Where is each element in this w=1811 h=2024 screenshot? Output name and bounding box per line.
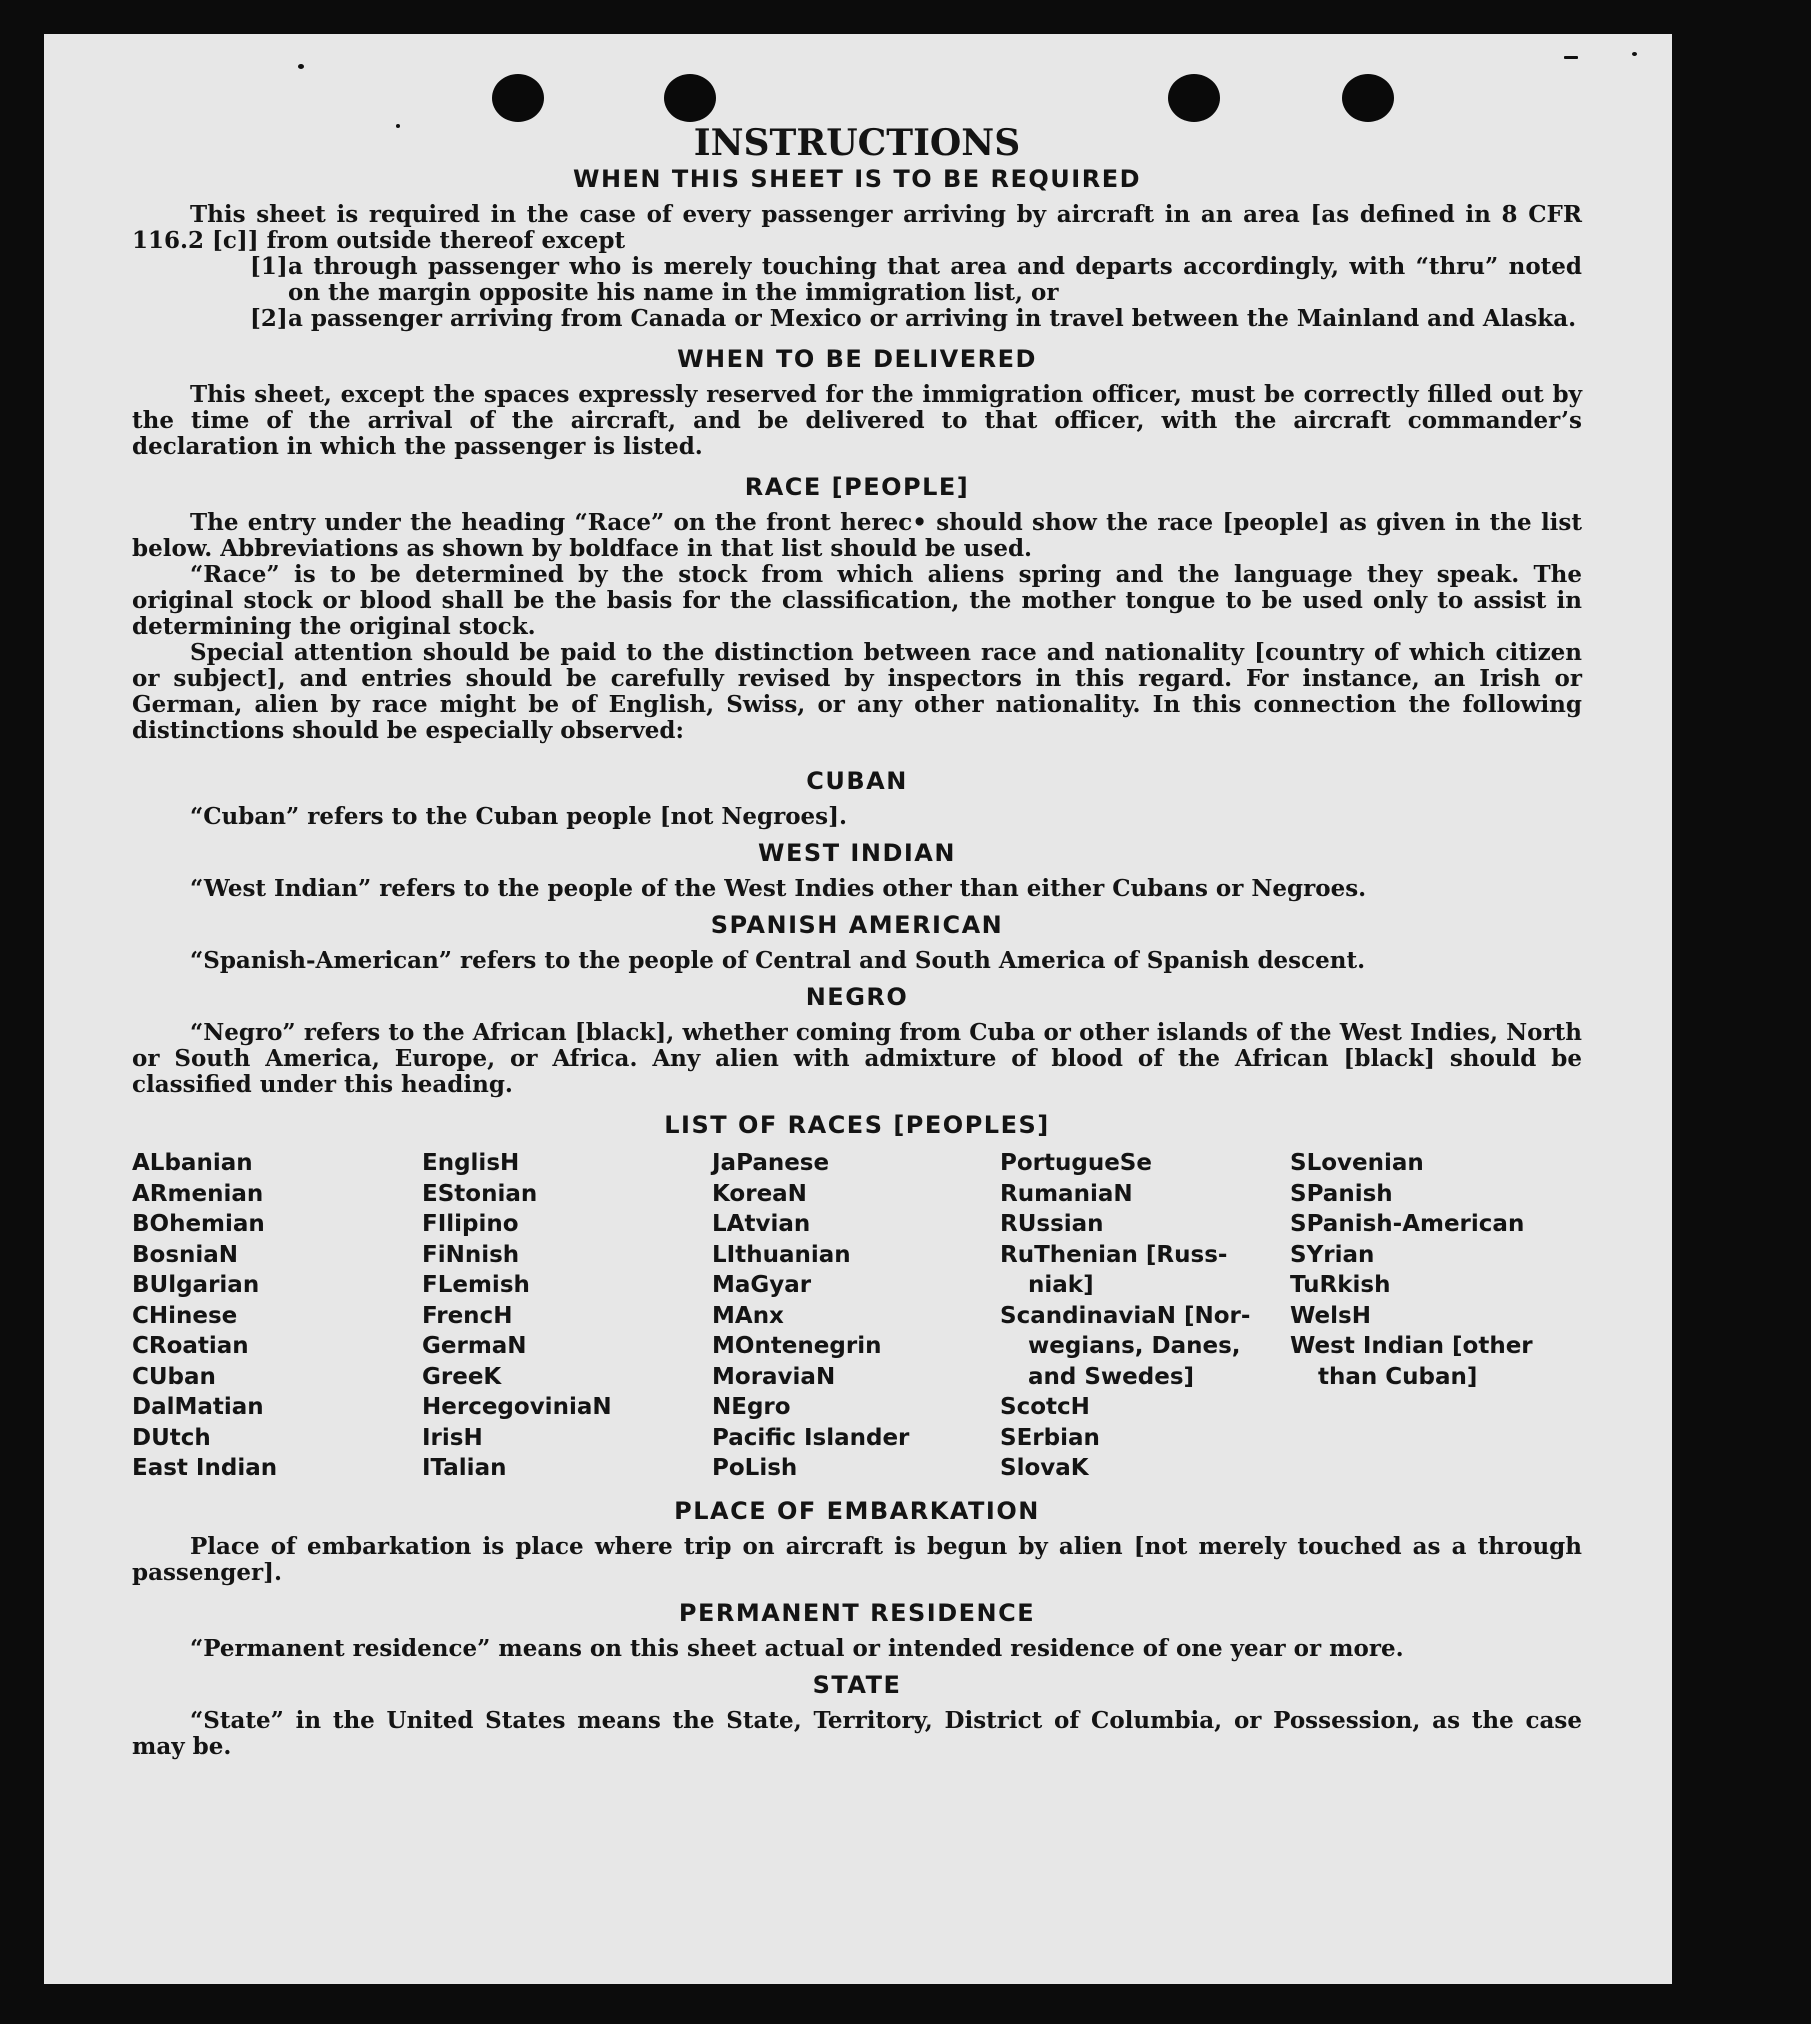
race-entry-continuation: than Cuban]: [1318, 1363, 1478, 1390]
paragraph-when-required: This sheet is required in the case of every passenger arriving by aircraft in an area [as defined in 8 CFR 116.2 [c]] from outside thereof except: [132, 201, 1582, 254]
race-entry: IrisH: [422, 1424, 483, 1451]
instructions-content: [132, 122, 1582, 1760]
race-entry: Pacific Islander: [712, 1424, 910, 1451]
race-entry: ScandinaviaN [Nor-: [1000, 1302, 1251, 1329]
race-entry: LAtvian: [712, 1211, 811, 1237]
paragraph-when-delivered: This sheet, except the spaces expressly reserved for the immigration officer, must be correctly filled out by the time of the arrival of the aircraft, and be delivered to that officer, with the aircraft commander’s declaration in which the passenger is listed.: [132, 381, 1582, 460]
race-entry: ARmenian: [132, 1180, 264, 1207]
race-column-4: [1000, 1148, 1290, 1484]
race-entry-continuation: and Swedes]: [1028, 1363, 1195, 1390]
heading-cuban: CUBAN: [806, 767, 908, 795]
race-entry: BosniaN: [132, 1241, 239, 1268]
paragraph-race-1: The entry under the heading “Race” on the front herec• should show the race [people] as given in the list below. Abbreviations as shown by boldface in that list should be used.: [132, 509, 1582, 562]
heading-list-of-races: LIST OF RACES [PEOPLES]: [664, 1111, 1050, 1139]
race-entry: FIlipino: [422, 1211, 519, 1237]
race-entry: SPanish: [1290, 1180, 1393, 1207]
paragraph-negro: “Negro” refers to the African [black], whether coming from Cuba or other islands of the West Indies, North or South America, Europe, or Africa. Any alien with admixture of blood of the African [black] should be classified under this heading.: [132, 1019, 1582, 1098]
race-entry: EStonian: [422, 1180, 538, 1207]
race-entry: SLovenian: [1290, 1150, 1424, 1176]
race-entry: MAnx: [712, 1302, 784, 1329]
race-entry: DalMatian: [132, 1394, 264, 1420]
heading-west-indian: WEST INDIAN: [758, 839, 956, 867]
race-entry: SlovaK: [1000, 1455, 1089, 1481]
race-entry: RuThenian [Russ-: [1000, 1241, 1228, 1268]
punch-hole-4: [1342, 74, 1394, 122]
paragraph-permanent-residence: “Permanent residence” means on this sheet actual or intended residence of one year or more.: [190, 1634, 1404, 1662]
race-entry: DUtch: [132, 1424, 211, 1451]
race-entry: ALbanian: [132, 1150, 253, 1176]
paragraph-west-indian: “West Indian” refers to the people of the West Indies other than either Cubans or Negroes.: [190, 875, 1367, 902]
speck: [1632, 52, 1637, 56]
race-column-1: [132, 1148, 422, 1484]
race-entry: West Indian [other: [1290, 1333, 1533, 1359]
heading-state: STATE: [812, 1670, 902, 1699]
heading-when-delivered: WHEN TO BE DELIVERED: [677, 345, 1037, 373]
heading-negro: NEGRO: [805, 983, 909, 1011]
paragraph-race-3: Special attention should be paid to the distinction between race and nationality [country of which citizen or subject], and entries should be carefully revised by inspectors in this regard. For instance, an Irish or German, alien by race might be of English, Swiss, or any other nationality. In this connection the following distinctions should be especially observed:: [132, 639, 1582, 744]
race-entry: JaPanese: [712, 1150, 830, 1176]
race-entry: SErbian: [1000, 1424, 1100, 1451]
race-entry: BUlgarian: [132, 1272, 260, 1298]
exception-item-1: [250, 254, 1582, 306]
exception-item-2: [250, 306, 1582, 332]
race-column-2: [422, 1148, 712, 1484]
race-entry: GreeK: [422, 1363, 502, 1390]
race-entry: FiNnish: [422, 1241, 520, 1268]
race-entry: HercegoviniaN: [422, 1394, 612, 1420]
page-title: INSTRUCTIONS: [693, 122, 1021, 164]
race-entry: FLemish: [422, 1272, 530, 1298]
punch-hole-2: [664, 74, 716, 122]
exception-text: a passenger arriving from Canada or Mexico or arriving in travel between the Mainland and Alaska.: [288, 305, 1577, 332]
heading-when-required: WHEN THIS SHEET IS TO BE REQUIRED: [572, 165, 1142, 193]
paragraph-spanish-american: “Spanish-American” refers to the people of Central and South America of Spanish descent.: [190, 947, 1366, 974]
punch-hole-3: [1168, 74, 1220, 122]
race-entry: RumaniaN: [1000, 1180, 1133, 1207]
race-entry: EnglisH: [422, 1150, 520, 1176]
race-entry-continuation: niak]: [1028, 1272, 1094, 1298]
race-entry: TuRkish: [1290, 1272, 1391, 1298]
race-entry: MoraviaN: [712, 1363, 836, 1390]
race-entry: SPanish-American: [1290, 1211, 1525, 1237]
race-entry: East Indian: [132, 1455, 278, 1481]
race-entry: BOhemian: [132, 1211, 265, 1237]
race-entry: ScotcH: [1000, 1394, 1090, 1420]
punch-hole-1: [492, 74, 544, 122]
exception-number: [1]: [250, 253, 288, 280]
race-entry: NEgro: [712, 1394, 791, 1420]
race-entry: KoreaN: [712, 1180, 807, 1207]
race-entry: MaGyar: [712, 1272, 812, 1298]
race-entry: RUssian: [1000, 1211, 1104, 1237]
paragraph-place-of-embarkation: Place of embarkation is place where trip on aircraft is begun by alien [not merely touched as a through passenger].: [132, 1532, 1582, 1586]
paragraph-race-2: “Race” is to be determined by the stock from which aliens spring and the language they speak. The original stock or blood shall be the basis for the classification, the mother tongue to be used only to assist in determining the original stock.: [132, 561, 1582, 640]
race-list: [132, 1148, 1582, 1484]
race-entry: WelsH: [1290, 1302, 1371, 1329]
race-entry: CRoatian: [132, 1333, 249, 1359]
race-entry: PortugueSe: [1000, 1150, 1152, 1176]
race-entry: GermaN: [422, 1333, 527, 1359]
speck: [298, 64, 304, 69]
heading-permanent-residence: PERMANENT RESIDENCE: [678, 1598, 1036, 1627]
exception-text: a through passenger who is merely touching that area and departs accordingly, with “thru” noted on the margin opposite his name in the immigration list, or: [288, 253, 1582, 306]
heading-spanish-american: SPANISH AMERICAN: [710, 911, 1004, 939]
race-column-5: [1290, 1148, 1580, 1484]
document-page: [44, 34, 1672, 1984]
heading-place-of-embarkation: PLACE OF EMBARKATION: [674, 1496, 1040, 1525]
race-entry: PoLish: [712, 1455, 798, 1481]
race-entry: MOntenegrin: [712, 1333, 882, 1359]
race-entry: CUban: [132, 1363, 216, 1390]
paragraph-state: “State” in the United States means the State, Territory, District of Columbia, or Possession, as the case may be.: [132, 1706, 1582, 1760]
race-entry: FrencH: [422, 1302, 513, 1329]
race-entry: LIthuanian: [712, 1241, 851, 1268]
race-entry: CHinese: [132, 1302, 238, 1329]
paragraph-cuban: “Cuban” refers to the Cuban people [not Negroes].: [190, 803, 848, 830]
heading-race: RACE [PEOPLE]: [744, 473, 970, 501]
exception-number: [2]: [250, 305, 288, 332]
race-entry: SYrian: [1290, 1241, 1375, 1268]
race-entry: ITalian: [422, 1455, 507, 1481]
race-column-3: [712, 1148, 1000, 1484]
speck: [1564, 56, 1578, 59]
race-entry-continuation: wegians, Danes,: [1028, 1333, 1241, 1359]
